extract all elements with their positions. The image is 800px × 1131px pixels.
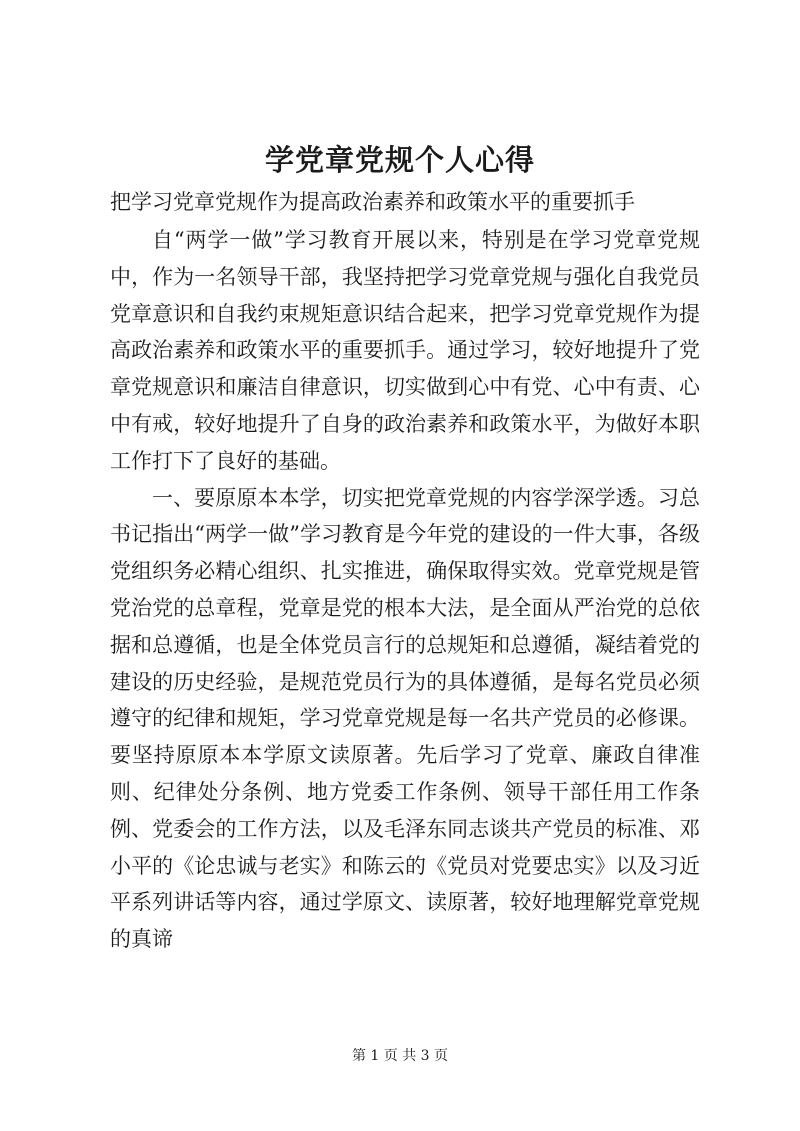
paragraph-intro: 自“两学一做”学习教育开展以来，特别是在学习党章党规中，作为一名领导干部，我坚持把学习党章党规与强化自我党员党章意识和自我约束规矩意识结合起来，把学习党章党规作为提高政治素养和政策水平的重要抓手。通过学习，较好地提升了党章党规意识和廉洁自律意识，切实做到心中有党、心中有责、心中有戒，较好地提升了自身的政治素养和政策水平，为做好本职工作打下了良好的基础。 [110,228,700,473]
document-subtitle: 把学习党章党规作为提高政治素养和政策水平的重要抓手 [110,190,635,214]
document-title: 学党章党规个人心得 [264,143,535,177]
paragraph-section-one: 一、要原原本本学，切实把党章党规的内容学深学透。习总书记指出“两学一做”学习教育是今年党的建设的一件大事，各级党组织务必精心组织、扎实推进，确保取得实效。党章党规是管党治党的总章程，党章是党的根本大法，是全面从严治党的总依据和总遵循，也是全体党员言行的总规矩和总遵循，凝结着党的建设的历史经验，是规范党员行为的具体遵循，是每名党员必须遵守的纪律和规矩，学习党章党规是每一名共产党员的必修课。要坚持原原本本学原文读原著。先后学习了党章、廉政自律准则、纪律处分条例、地方党委工作条例、领导干部任用工作条例、党委会的工作方法，以及毛泽东同志谈共产党员的标准、邓小平的《论忠诚与老实》和陈云的《党员对党要忠实》以及习近平系列讲话等内容，通过学原文、读原著，较好地理解党章党规的真谛 [110,485,700,952]
page-footer: 第 1 页 共 3 页 [351,1048,449,1064]
document-body [110,222,700,958]
